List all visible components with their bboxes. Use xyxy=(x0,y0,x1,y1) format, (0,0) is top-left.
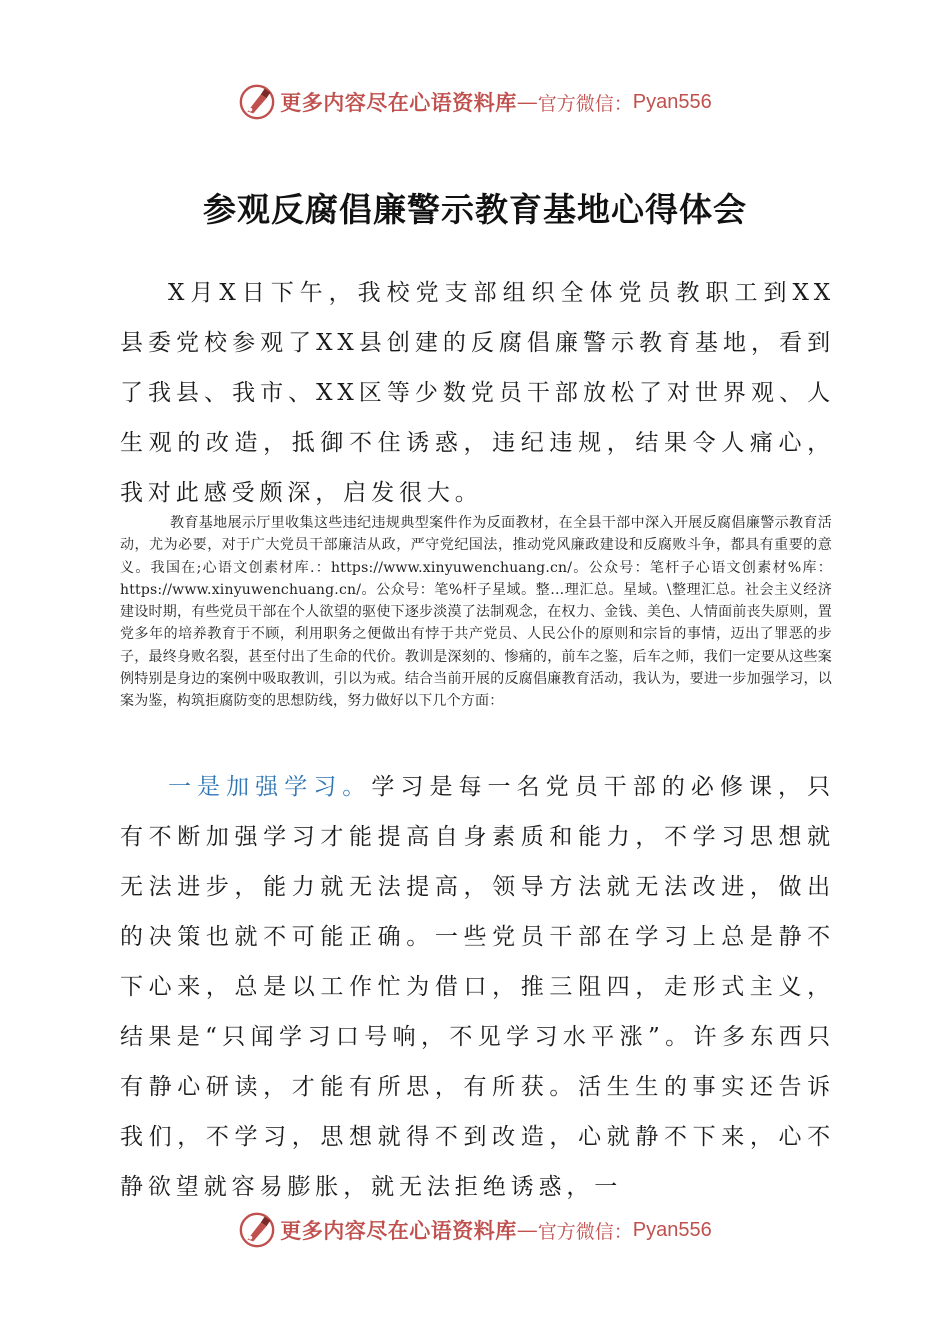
banner-text: 更多内容尽在心语资料库 xyxy=(280,1218,517,1243)
footer-banner xyxy=(0,1208,950,1252)
paragraph-body-small: 教育基地展示厅里收集这些违纪违规典型案件作为反面教材，在全县干部中深入开展反腐倡廉警示教育活动，尤为必要，对于广大党员干部廉洁从政，严守党纪国法，推动党风廉政建设和反腐败斗争，都具有重要的意义。我国在;心语文创素材库.：https://www.xinyuwenchuang.cn/。公众号：笔杆子心语文创素材%库：https://www.xinyuwenchuang.cn/。公众号：笔%杆子星域。整…理汇总。星域。\整理汇总。社会主义经济建设时期，有些党员干部在个人欲望的驱使下逐步淡漠了法制观念，在权力、金钱、美色、人情面前丧失原则，置党多年的培养教育于不顾，利用职务之便做出有悖于共产党员、人民公仆的原则和宗旨的事情，迈出了罪恶的步子，最终身败名裂，甚至付出了生命的代价。教训是深刻的、惨痛的，前车之鉴，后车之师，我们一定要从这些案例特别是身边的案例中吸取教训，引以为戒。结合当前开展的反腐倡廉教育活动，我认为，要进一步加强学习，以案为鉴，构筑拒腐防变的思想防线，努力做好以下几个方面： xyxy=(120,515,832,710)
banner-separator: — xyxy=(516,90,538,114)
point-one-heading: 一是加强学习。 xyxy=(168,774,372,800)
header-banner xyxy=(0,80,950,124)
banner-wechat-label: 官方微信： xyxy=(537,92,633,115)
banner-wechat-id: Pyan556 xyxy=(632,1218,712,1241)
banner-wechat-id: Pyan556 xyxy=(632,90,712,113)
banner-wechat-label: 官方微信： xyxy=(537,1220,633,1243)
pen-nib-logo-icon xyxy=(238,83,276,121)
point-one-body: 学习是每一名党员干部的必修课，只有不断加强学习才能提高自身素质和能力，不学习思想就无法进步，能力就无法提高，领导方法就无法改进，做出的决策也就不可能正确。一些党员干部在学习上总是静不下心来，总是以工作忙为借口，推三阻四，走形式主义，结果是“只闻学习口号响，不见学习水平涨”。许多东西只有静心研读，才能有所思，有所获。活生生的事实还告诉我们，不学习，思想就得不到改造，心就静不下来，心不静欲望就容易膨胀，就无法拒绝诱惑，一 xyxy=(120,774,835,1200)
document-title: 参观反腐倡廉警示教育基地心得体会 xyxy=(203,190,747,229)
banner-text: 更多内容尽在心语资料库 xyxy=(280,90,517,115)
pen-nib-logo-icon xyxy=(238,1211,276,1249)
paragraph-intro: X月X日下午，我校党支部组织全体党员教职工到XX县委党校参观了XX县创建的反腐倡廉警示教育基地，看到了我县、我市、XX区等少数党员干部放松了对世界观、人生观的改造，抵御不住诱惑，违纪违规，结果令人痛心，我对此感受颇深，启发很大。 xyxy=(120,280,835,506)
paragraph-point-one xyxy=(120,762,835,1212)
banner-separator: — xyxy=(516,1218,538,1242)
